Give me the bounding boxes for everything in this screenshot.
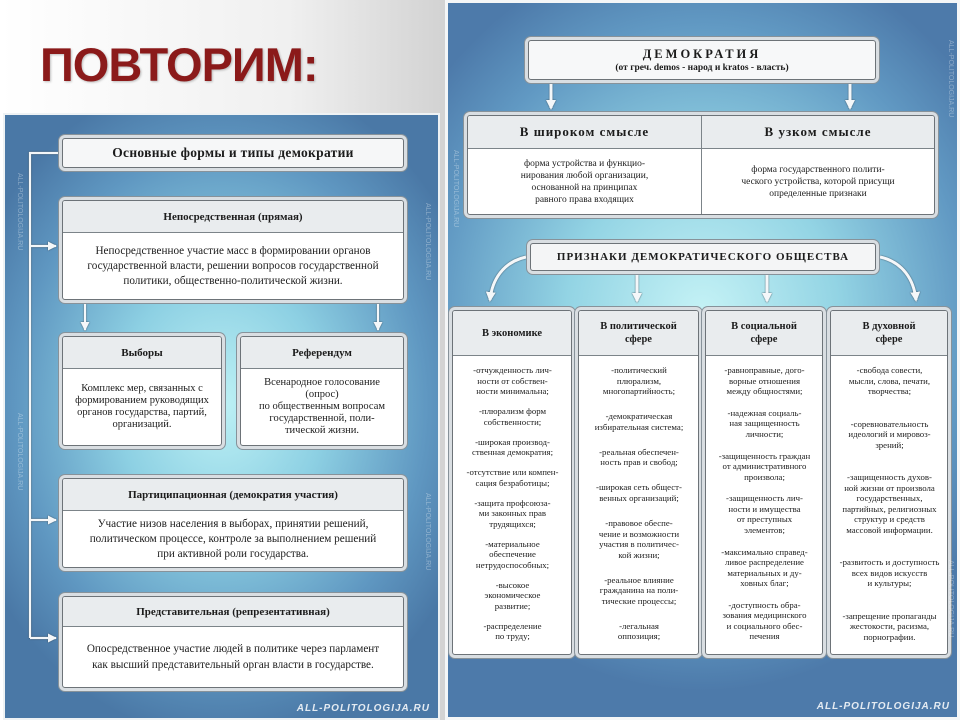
column-items [831, 356, 947, 654]
signs-column-social [705, 310, 823, 655]
elections-heading: Выборы [63, 337, 221, 369]
signs-column-politics [578, 310, 699, 655]
sign-item: -максимально справед- ливое распределение материальных и ду- ховных благ; [721, 546, 808, 589]
democratic-society-diagram [445, 0, 960, 720]
elections-box [62, 336, 222, 446]
narrow-sense [701, 116, 934, 214]
sign-item: -защищенность духов- ной жизни от произвола государственных, партийных, религиозных структур и средств массовой информации. [842, 472, 937, 535]
sign-item: -свобода совести, мысли, слова, печати, творчества; [848, 365, 931, 396]
arrow-to-spiritual [880, 257, 916, 300]
arrow-to-economy [490, 257, 526, 300]
sign-item: -широкая сеть общест- венных организаций; [596, 482, 682, 503]
sign-item: -реальное влияние гражданина на поли- тические процессы; [599, 574, 679, 606]
sign-item: -отчужденность лич- ности от собствен- ности минимальна; [473, 365, 552, 396]
referendum-box [240, 336, 404, 446]
democracy-meanings-table [467, 115, 935, 215]
elections-text: Комплекс мер, связанных с формированием руководящих органов государства, партий, организаций. [75, 383, 209, 430]
sign-item: -материальное обеспечение нетрудоспособных; [475, 538, 550, 570]
participatory-democracy-box [62, 478, 404, 568]
narrow-sense-heading: В узком смысле [702, 116, 934, 149]
column-heading: В социальной сфере [706, 311, 822, 356]
sign-item: -отсутствие или компен- сация безработицы; [466, 467, 559, 488]
sign-item: -развитость и доступность всех видов искусств и культуры; [839, 557, 940, 588]
sign-item: -политический плюрализм, многопартийность; [602, 365, 676, 396]
participatory-democracy-text: Участие низов населения в выборах, принятии решений, политическом процессе, контроле за выполнением решений при активной роли государства. [89, 517, 377, 560]
sign-item: -равноправные, дого- ворные отношения между общностями; [724, 365, 805, 396]
watermark-vertical: ALL-POLITOLOGIJA.RU [424, 493, 431, 571]
sign-item: -доступность обра- зования медицинского и социального обес- печения [722, 599, 807, 642]
watermark-vertical: ALL-POLITOLOGIJA.RU [947, 560, 954, 638]
sign-item: -защищенность граждан от административного произвола; [718, 450, 811, 482]
watermark: ALL-POLITOLOGIJA.RU [816, 701, 950, 712]
slide-title: ПОВТОРИМ: [40, 38, 318, 91]
sign-item: -запрещение пропаганды жестокости, расизма, порнографии. [842, 610, 937, 642]
sign-item: -высокое экономическое развитие; [484, 579, 541, 611]
sign-item: -надежная социаль- ная защищенность личности; [727, 407, 802, 439]
narrow-sense-text: форма государственного полити- ческого устройства, которой присущи определенные признаки [741, 164, 895, 199]
referendum-heading: Референдум [241, 337, 403, 369]
watermark: ALL-POLITOLOGIJA.RU [296, 703, 430, 714]
signs-column-economy [452, 310, 572, 655]
watermark-vertical: ALL-POLITOLOGIJA.RU [452, 420, 459, 498]
watermark-vertical: ALL-POLITOLOGIJA.RU [452, 150, 459, 228]
trunk-line [30, 153, 58, 638]
referendum-text: Всенародное голосование (опрос) по общественным вопросам государственной, поли- тической жизни. [258, 377, 386, 436]
forms-title: Основные формы и типы демократии [62, 138, 404, 168]
participatory-democracy-heading: Партиципационная (демократия участия) [63, 479, 403, 511]
sign-item: -плюрализм форм собственности; [478, 406, 547, 427]
watermark-vertical: ALL-POLITOLOGIJA.RU [16, 173, 23, 251]
sign-item: -реальная обеспечен- ность прав и свобод; [599, 446, 679, 468]
direct-democracy-heading: Непосредственная (прямая) [63, 201, 403, 233]
watermark-vertical: ALL-POLITOLOGIJA.RU [16, 413, 23, 491]
broad-sense [468, 116, 701, 214]
column-items [706, 356, 822, 654]
democracy-definition-box [528, 40, 876, 80]
signs-column-spiritual [830, 310, 948, 655]
signs-title: ПРИЗНАКИ ДЕМОКРАТИЧЕСКОГО ОБЩЕСТВА [530, 243, 876, 271]
sign-item: -защищенность лич- ности и имущества от преступных элементов; [726, 493, 803, 535]
column-items [579, 356, 698, 654]
democracy-forms-diagram [3, 113, 440, 720]
column-heading: В экономике [453, 311, 571, 356]
sign-item: -легальная оппозиция; [617, 620, 661, 642]
column-heading: В духовной сфере [831, 311, 947, 356]
democracy-etymology: (от греч. demos - народ и kratos - власть) [615, 62, 789, 73]
sign-item: -распределение по труду; [483, 620, 542, 642]
sign-item: -демократическая избирательная система; [594, 411, 684, 432]
watermark-vertical: ALL-POLITOLOGIJA.RU [424, 203, 431, 281]
watermark-vertical: ALL-POLITOLOGIJA.RU [947, 40, 954, 118]
broad-sense-heading: В широком смысле [468, 116, 701, 149]
sign-item: -соревновательность идеологий и мировоз- зрений; [848, 418, 931, 450]
democracy-title: ДЕМОКРАТИЯ [642, 46, 762, 61]
representative-democracy-box [62, 596, 404, 688]
direct-democracy-text: Непосредственное участие масс в формировании органов государственной власти, решении вопросов государственной политики, общественно-политической жизни. [87, 244, 379, 287]
sign-item: -правовое обеспе- чение и возможности участия в политичес- кой жизни; [598, 518, 680, 560]
broad-sense-text: форма устройства и функцио- нирования любой организации, основанной на принципах равного права входящих [520, 158, 649, 205]
direct-democracy-box [62, 200, 404, 300]
representative-democracy-heading: Представительная (репрезентативная) [63, 597, 403, 627]
representative-democracy-text: Опосредственное участие людей в политике через парламент как высший представительный орган власти в государстве. [86, 643, 380, 671]
sign-item: -защита профсоюза- ми законных прав трудящихся; [474, 497, 551, 529]
column-items [453, 356, 571, 654]
column-heading: В политической сфере [579, 311, 698, 356]
sign-item: -широкая производ- ственная демократия; [471, 436, 554, 458]
